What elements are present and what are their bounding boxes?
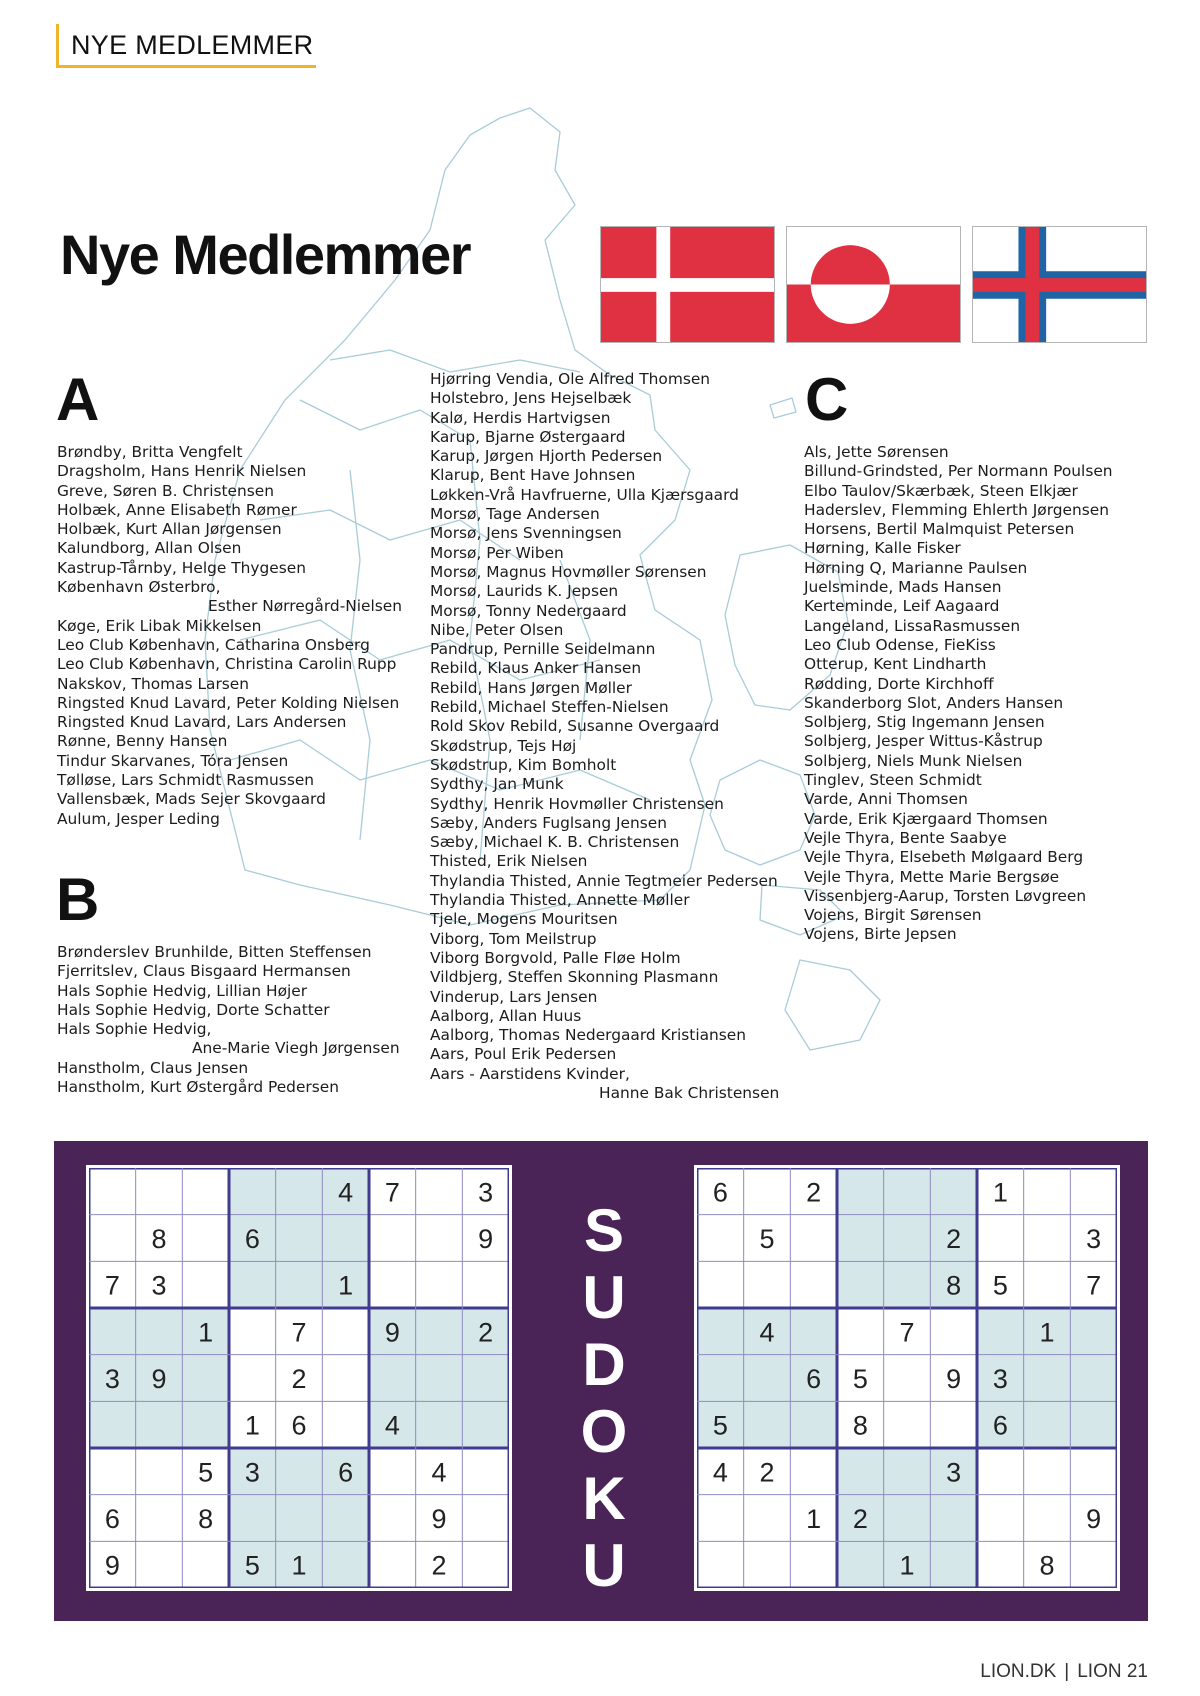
member-entry: Vildbjerg, Steffen Skonning Plasmann (430, 968, 719, 987)
member-entry: Vejle Thyra, Elsebeth Mølgaard Berg (804, 848, 1084, 867)
sudoku-title-letter: K (582, 1465, 626, 1532)
member-entry: Thisted, Erik Nielsen (430, 852, 588, 871)
member-entry: Tinglev, Steen Schmidt (804, 771, 982, 790)
member-entry: Aalborg, Allan Huus (430, 1006, 582, 1025)
member-entry: Brøndby, Britta Vengfelt (57, 443, 243, 461)
sudoku-cell[interactable]: 6 (806, 1364, 822, 1394)
member-entry: Haderslev, Flemming Ehlerth Jørgensen (804, 500, 1109, 519)
sudoku-cell[interactable]: 3 (946, 1457, 962, 1488)
member-entry: Leo Club København, Catharina Onsberg (57, 635, 370, 654)
sudoku-cell[interactable]: 3 (1086, 1224, 1102, 1254)
member-entry: Tjele, Mogens Mouritsen (430, 910, 618, 929)
sudoku-cell[interactable]: 8 (946, 1270, 962, 1301)
sudoku-cell[interactable]: 6 (338, 1457, 354, 1488)
sudoku-title-letter: O (580, 1398, 628, 1465)
sudoku-grid-left[interactable] (86, 1165, 512, 1591)
member-entry: Morsø, Laurids K. Jepsen (430, 582, 619, 601)
sudoku-cell[interactable]: 4 (338, 1177, 354, 1208)
flag-greenland (786, 226, 961, 343)
sudoku-cell[interactable]: 2 (852, 1504, 868, 1534)
member-entry: Morsø, Tonny Nedergaard (430, 601, 627, 620)
sudoku-cell[interactable]: 2 (478, 1317, 494, 1348)
member-list-a (57, 443, 402, 829)
page-title: Nye Medlemmer (60, 223, 471, 286)
sudoku-title-letter: D (582, 1331, 626, 1398)
member-entry: Rebild, Hans Jørgen Møller (430, 678, 632, 697)
member-entry: Hals Sophie Hedvig, Lillian Højer (57, 981, 308, 1000)
member-entry: Viborg Borgvold, Palle Fløe Holm (430, 948, 681, 967)
sudoku-cell[interactable]: 1 (992, 1177, 1008, 1208)
member-entry: Karup, Jørgen Hjorth Pedersen (430, 447, 663, 466)
sudoku-cell[interactable]: 4 (431, 1457, 447, 1488)
sudoku-title-letter: U (582, 1532, 626, 1599)
member-entry: Morsø, Jens Svenningsen (430, 524, 622, 543)
letter-heading-a: A (56, 366, 100, 433)
member-entry: Viborg, Tom Meilstrup (430, 929, 597, 948)
member-entry: Køge, Erik Libak Mikkelsen (57, 616, 262, 635)
member-entry: Aalborg, Thomas Nedergaard Kristiansen (430, 1026, 747, 1045)
sudoku-board[interactable] (89, 1168, 509, 1588)
sudoku-cell[interactable]: 6 (244, 1224, 260, 1254)
member-entry: Kalundborg, Allan Olsen (57, 539, 242, 558)
sudoku-cell[interactable]: 9 (478, 1224, 494, 1254)
sudoku-cell[interactable]: 5 (244, 1550, 260, 1581)
member-entry: Holbæk, Anne Elisabeth Rømer (57, 500, 297, 519)
member-entry: Dragsholm, Hans Henrik Nielsen (57, 462, 307, 481)
limfjord (330, 350, 580, 372)
member-list-c (804, 443, 1113, 945)
member-entry: Aulum, Jesper Leding (57, 809, 220, 828)
member-entry: Hanstholm, Kurt Østergård Pedersen (57, 1078, 339, 1097)
sudoku-title-letter: S (583, 1197, 625, 1264)
sudoku-cell[interactable]: 7 (291, 1317, 307, 1348)
sudoku-title-letter: U (582, 1264, 626, 1331)
member-entry: Juelsminde, Mads Hansen (804, 578, 1002, 597)
sudoku-cell[interactable]: 3 (478, 1177, 494, 1208)
member-entry: Varde, Erik Kjærgaard Thomsen (804, 809, 1048, 828)
member-entry: Skødstrup, Kim Bomholt (430, 755, 617, 774)
sudoku-cell[interactable]: 4 (712, 1457, 728, 1488)
member-entry: Morsø, Per Wiben (430, 543, 564, 562)
member-entry: Klarup, Bent Have Johnsen (430, 466, 636, 485)
section-tag-label: NYE MEDLEMMER (71, 30, 314, 60)
sudoku-cell[interactable]: 5 (759, 1224, 775, 1254)
member-entry: Kastrup-Tårnby, Helge Thygesen (57, 558, 306, 577)
member-entry: Greve, Søren B. Christensen (57, 481, 275, 500)
member-entry: Fjerritslev, Claus Bisgaard Hermansen (57, 962, 351, 981)
sudoku-cell[interactable]: 2 (291, 1364, 307, 1394)
sudoku-cell[interactable]: 6 (104, 1504, 120, 1534)
sudoku-cell[interactable]: 1 (291, 1550, 307, 1581)
member-entry: Vejle Thyra, Bente Saabye (804, 828, 1007, 847)
sudoku-cell[interactable]: 5 (712, 1410, 728, 1441)
member-entry: Als, Jette Sørensen (804, 443, 949, 461)
sudoku-cell[interactable]: 7 (104, 1270, 120, 1301)
sudoku-cell[interactable]: 2 (946, 1224, 962, 1254)
sudoku-cell[interactable]: 2 (759, 1457, 775, 1488)
member-entry: Hjørring Vendia, Ole Alfred Thomsen (430, 370, 711, 388)
sudoku-cell[interactable]: 8 (151, 1224, 167, 1254)
flag-denmark (600, 226, 775, 343)
footer-issue: LION 21 (1077, 1661, 1148, 1682)
member-entry: Vojens, Birte Jepsen (804, 925, 957, 944)
member-entry: København Østerbro, (57, 578, 221, 597)
member-entry: Pandrup, Pernille Seidelmann (430, 640, 656, 659)
sudoku-cell[interactable]: 1 (1039, 1317, 1055, 1348)
sudoku-cell[interactable]: 1 (806, 1504, 822, 1534)
footer-site: LION.DK (980, 1661, 1057, 1682)
sudoku-cell[interactable]: 6 (992, 1410, 1008, 1441)
member-entry: Vinderup, Lars Jensen (430, 987, 598, 1006)
member-entry: Nakskov, Thomas Larsen (57, 674, 250, 693)
member-entry: Ringsted Knud Lavard, Lars Andersen (57, 713, 347, 732)
member-entry: Solbjerg, Niels Munk Nielsen (804, 751, 1023, 770)
member-entry: Rønne, Benny Hansen (57, 732, 228, 751)
member-entry: Thylandia Thisted, Annie Tegtmeier Pedersen (430, 871, 778, 890)
member-entry: Tølløse, Lars Schmidt Rasmussen (57, 771, 315, 790)
eastern-coast (785, 960, 880, 1050)
member-entry: Solbjerg, Stig Ingemann Jensen (804, 713, 1045, 732)
member-entry: Skanderborg Slot, Anders Hansen (804, 693, 1064, 712)
sudoku-cell[interactable]: 9 (151, 1364, 167, 1394)
sudoku-cell[interactable]: 1 (338, 1270, 354, 1301)
member-entry: Rebild, Michael Steffen-Nielsen (430, 698, 669, 717)
sudoku-cell[interactable]: 8 (198, 1504, 214, 1534)
sudoku-cell[interactable]: 5 (852, 1364, 868, 1394)
member-entry: Tindur Skarvanes, Tóra Jensen (57, 751, 289, 770)
sudoku-cell[interactable]: 7 (1086, 1270, 1102, 1301)
member-entry: Langeland, LissaRasmussen (804, 616, 1021, 635)
sudoku-cell[interactable]: 9 (384, 1317, 400, 1348)
member-entry: Morsø, Tage Andersen (430, 505, 600, 524)
member-entry: Hals Sophie Hedvig, (57, 1020, 212, 1039)
sudoku-cell[interactable]: 9 (1086, 1504, 1102, 1534)
sudoku-cell[interactable]: 9 (104, 1550, 120, 1581)
member-entry: Brønderslev Brunhilde, Bitten Steffensen (57, 943, 372, 961)
letter-heading-c: C (805, 366, 849, 433)
member-entry: Billund-Grindsted, Per Normann Poulsen (804, 462, 1113, 481)
section-tag (56, 24, 316, 68)
letter-heading-b: B (56, 866, 100, 933)
member-entry: Nibe, Peter Olsen (430, 620, 564, 639)
sudoku-cell[interactable]: 1 (244, 1410, 260, 1441)
member-entry: Rødding, Dorte Kirchhoff (804, 674, 994, 693)
sudoku-cell[interactable]: 4 (384, 1410, 400, 1441)
sudoku-cell[interactable]: 5 (992, 1270, 1008, 1301)
member-entry: Kalø, Herdis Hartvigsen (430, 408, 611, 427)
member-entry: Sæby, Anders Fuglsang Jensen (430, 813, 667, 832)
member-entry: Hanne Bak Christensen (599, 1083, 780, 1102)
member-entry: Vojens, Birgit Sørensen (804, 906, 982, 925)
page-footer: LION.DK | LION 21 (980, 1661, 1148, 1682)
member-entry: Otterup, Kent Lindharth (804, 655, 987, 674)
sudoku-cell[interactable]: 2 (806, 1177, 822, 1208)
sudoku-title (574, 1197, 634, 1599)
member-entry: Aars, Poul Erik Pedersen (430, 1045, 617, 1064)
member-entry: Karup, Bjarne Østergaard (430, 427, 626, 446)
member-entry: Sæby, Michael K. B. Christensen (430, 833, 680, 852)
member-entry: Ane-Marie Viegh Jørgensen (192, 1039, 400, 1058)
member-entry: Hals Sophie Hedvig, Dorte Schatter (57, 1000, 330, 1019)
sudoku-panel (54, 1141, 1148, 1621)
member-entry: Holbæk, Kurt Allan Jørgensen (57, 520, 282, 539)
member-entry: Vejle Thyra, Mette Marie Bergsøe (804, 867, 1060, 886)
sudoku-cell[interactable]: 9 (946, 1364, 962, 1394)
sudoku-cell[interactable]: 7 (899, 1317, 915, 1348)
sudoku-cell[interactable]: 3 (244, 1457, 260, 1488)
member-entry: Esther Nørregård-Nielsen (208, 597, 403, 616)
member-entry: Rold Skov Rebild, Susanne Overgaard (430, 717, 720, 736)
sudoku-cell[interactable]: 8 (1039, 1550, 1055, 1581)
member-entry: Thylandia Thisted, Annette Møller (430, 891, 690, 910)
member-entry: Sydthy, Henrik Hovmøller Christensen (430, 794, 724, 813)
sudoku-cell[interactable]: 3 (992, 1364, 1008, 1394)
member-list-middle (430, 370, 779, 1103)
member-entry: Varde, Anni Thomsen (804, 790, 968, 809)
sudoku-cell[interactable]: 8 (852, 1410, 868, 1441)
member-entry: Sydthy, Jan Munk (430, 775, 564, 794)
sudoku-cell[interactable]: 7 (384, 1177, 400, 1208)
sudoku-cell[interactable]: 2 (431, 1550, 447, 1581)
member-entry: Hørning, Kalle Fisker (804, 539, 961, 558)
sudoku-cell[interactable]: 9 (431, 1504, 447, 1534)
member-entry: Horsens, Bertil Malmquist Petersen (804, 520, 1075, 539)
flag-faroe-islands (972, 226, 1147, 343)
sudoku-cell[interactable]: 3 (104, 1364, 120, 1394)
sudoku-grid-right[interactable] (694, 1165, 1120, 1591)
member-entry: Hanstholm, Claus Jensen (57, 1058, 249, 1077)
sudoku-cell[interactable]: 1 (198, 1317, 214, 1348)
sudoku-board[interactable] (697, 1168, 1117, 1588)
member-entry: Hørning Q, Marianne Paulsen (804, 558, 1028, 577)
member-entry: Holstebro, Jens Hejselbæk (430, 389, 632, 408)
member-entry: Leo Club Odense, FieKiss (804, 635, 996, 654)
sudoku-cell[interactable]: 5 (198, 1457, 214, 1488)
sudoku-cell[interactable]: 6 (712, 1177, 728, 1208)
sudoku-cell[interactable]: 3 (151, 1270, 167, 1301)
member-entry: Rebild, Klaus Anker Hansen (430, 659, 642, 678)
member-entry: Elbo Taulov/Skærbæk, Steen Elkjær (804, 481, 1078, 500)
member-entry: Løkken-Vrå Havfruerne, Ulla Kjærsgaard (430, 485, 739, 504)
member-entry: Morsø, Magnus Hovmøller Sørensen (430, 562, 707, 581)
sudoku-cell[interactable]: 6 (291, 1410, 307, 1441)
member-entry: Leo Club København, Christina Carolin Rupp (57, 655, 397, 674)
member-entry: Aars - Aarstidens Kvinder, (430, 1064, 630, 1083)
sudoku-cell[interactable]: 4 (759, 1317, 775, 1348)
member-entry: Solbjerg, Jesper Wittus-Kåstrup (804, 732, 1043, 751)
member-entry: Vallensbæk, Mads Sejer Skovgaard (57, 790, 326, 809)
member-list-b (57, 943, 400, 1097)
member-entry: Skødstrup, Tejs Høj (430, 736, 577, 755)
member-entry: Vissenbjerg-Aarup, Torsten Løvgreen (804, 886, 1087, 905)
member-entry: Ringsted Knud Lavard, Peter Kolding Nielsen (57, 693, 400, 712)
member-entry: Kerteminde, Leif Aagaard (804, 597, 1000, 616)
sudoku-cell[interactable]: 1 (899, 1550, 915, 1581)
